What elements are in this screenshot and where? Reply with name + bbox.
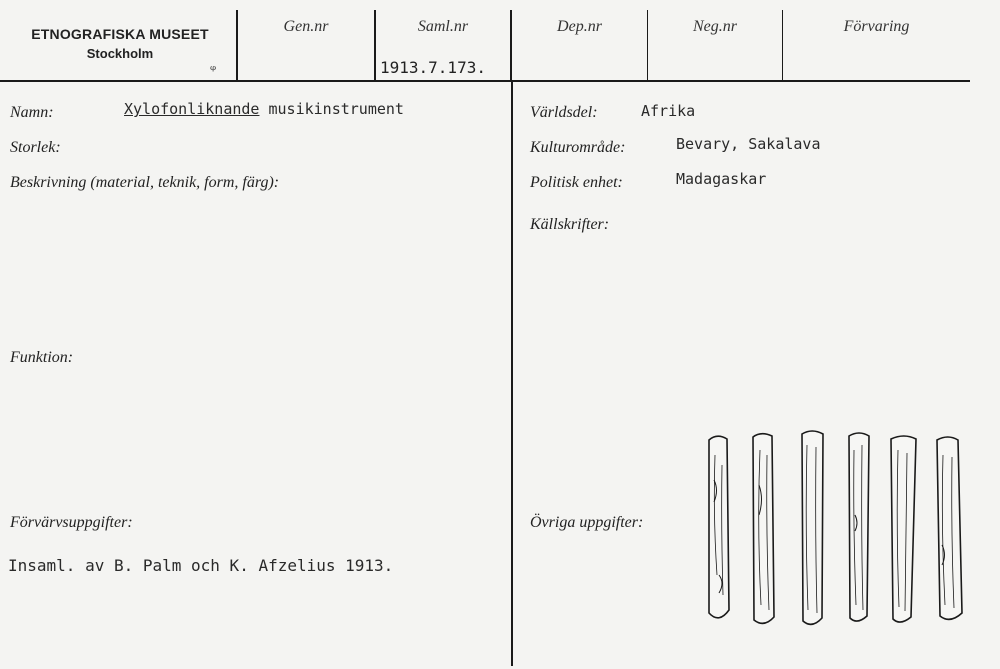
- column-gen-nr: Gen.nr: [283, 18, 329, 35]
- museum-name: ETNOGRAFISKA MUSEET: [31, 26, 209, 42]
- kallskrifter-label: Källskrifter:: [530, 216, 610, 233]
- header-bottom-rule: [0, 80, 970, 82]
- kulturomrade-value: Bevary, Sakalava: [676, 135, 821, 153]
- handwritten-mark: ᵩ: [210, 58, 217, 74]
- politisk-value: Madagaskar: [676, 170, 767, 188]
- column-neg-nr: Neg.nr: [693, 18, 737, 35]
- varldsdel-label: Världsdel:: [530, 104, 598, 121]
- bar-3: [802, 431, 823, 624]
- column-forvaring: Förvaring: [843, 18, 910, 35]
- namn-value-underlined: Xylofonliknande: [124, 100, 260, 118]
- beskrivning-label: Beskrivning (material, teknik, form, färg):: [10, 174, 280, 191]
- column-dep-nr: Dep.nr: [557, 18, 602, 35]
- museum-block: [20, 26, 220, 61]
- bar-1: [709, 436, 729, 618]
- varldsdel-value: Afrika: [641, 102, 696, 120]
- column-saml-nr: Saml.nr: [417, 18, 469, 35]
- bar-2: [753, 434, 774, 624]
- forvarv-label: Förvärvsuppgifter:: [10, 514, 133, 531]
- xylophone-bars-drawing: [695, 425, 975, 630]
- storlek-label: Storlek:: [10, 139, 61, 156]
- bar-4: [849, 433, 869, 621]
- ovriga-label: Övriga uppgifter:: [530, 514, 644, 531]
- namn-value-rest: musikinstrument: [259, 100, 404, 118]
- kulturomrade-label: Kulturområde:: [530, 139, 626, 156]
- bar-6: [937, 437, 962, 619]
- politisk-label: Politisk enhet:: [530, 174, 623, 191]
- funktion-label: Funktion:: [10, 349, 74, 366]
- museum-city: Stockholm: [86, 46, 154, 61]
- namn-label: Namn:: [10, 104, 54, 121]
- body-center-rule: [511, 82, 513, 666]
- forvarv-value: Insaml. av B. Palm och K. Afzelius 1913.: [8, 556, 394, 575]
- saml-nr-value: 1913.7.173.: [380, 58, 486, 77]
- bar-5: [891, 436, 916, 622]
- namn-value: [124, 100, 404, 118]
